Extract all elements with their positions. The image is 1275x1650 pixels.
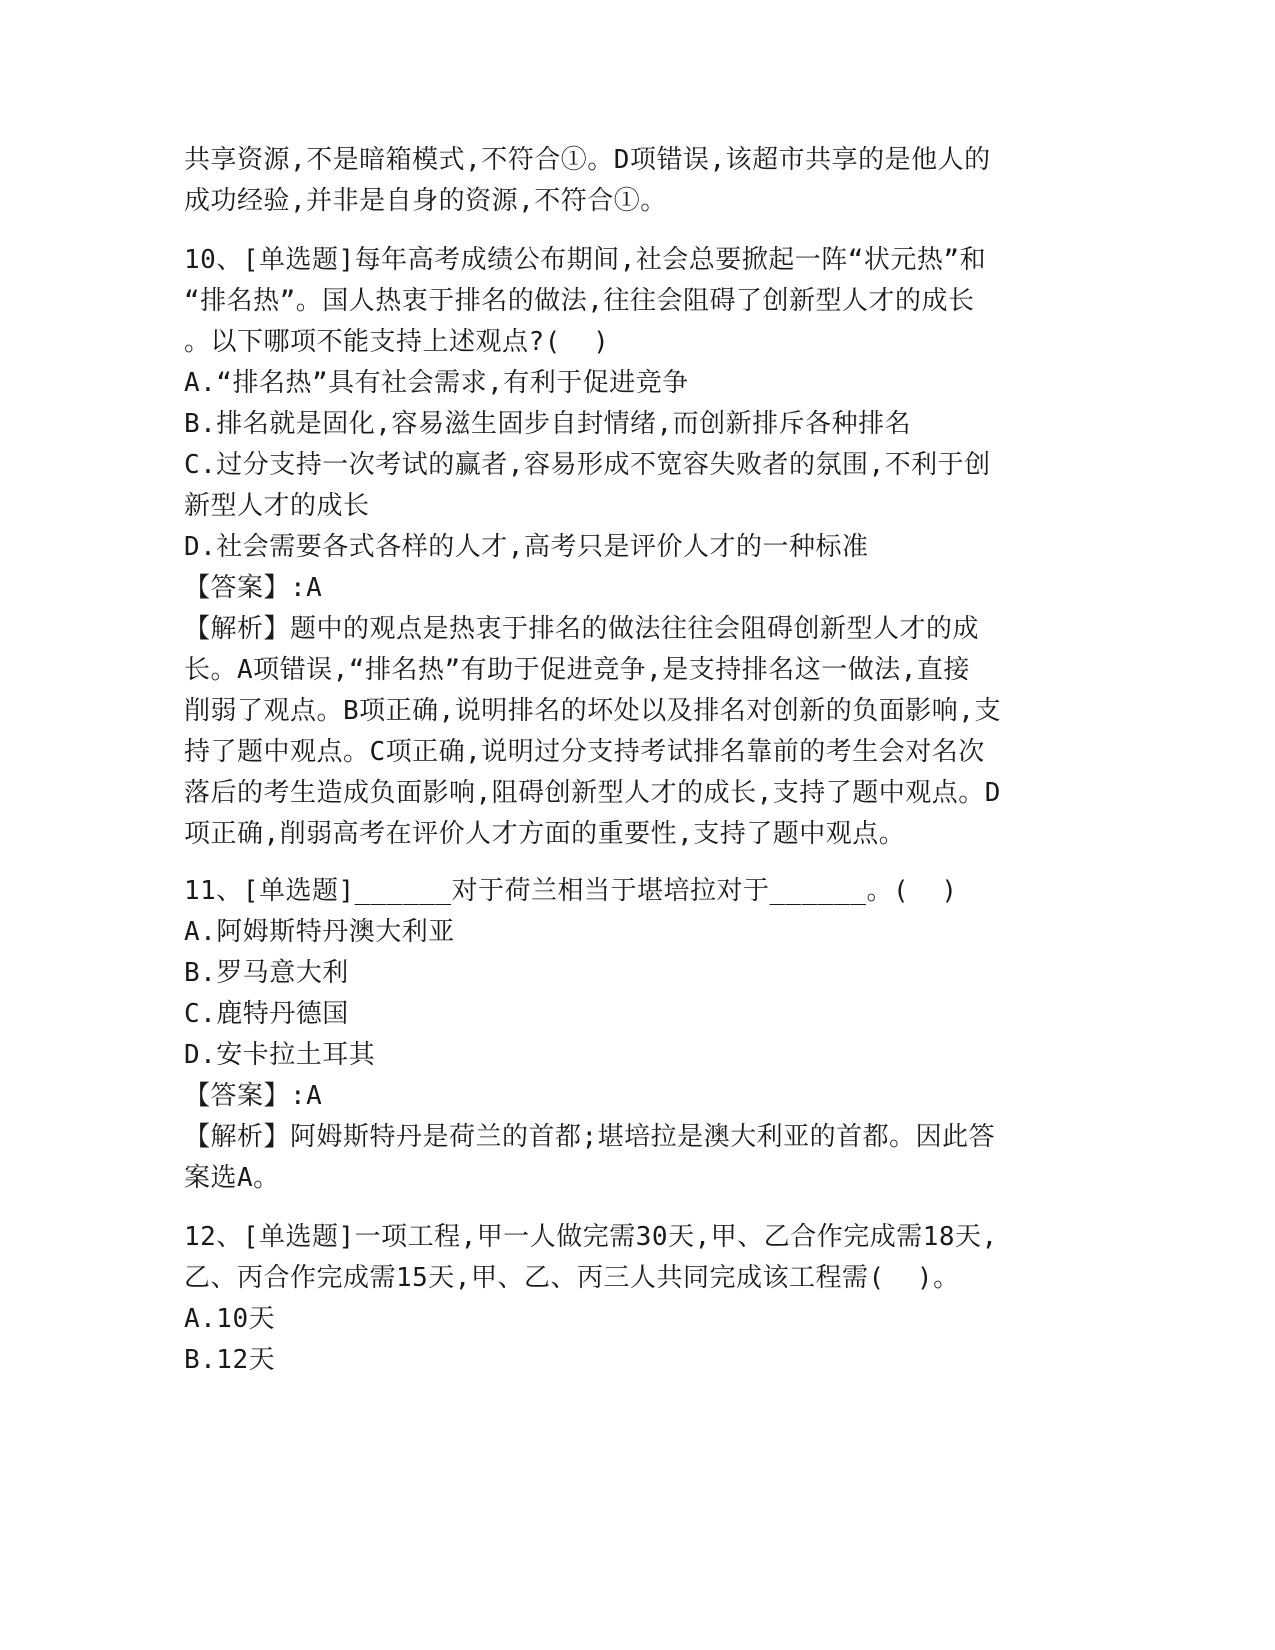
option-b: B.罗马意大利	[184, 958, 349, 988]
option-d: D.社会需要各式各样的人才,高考只是评价人才的一种标准	[184, 532, 869, 562]
option-c-continued: 新型人才的成长	[184, 491, 370, 521]
analysis-line: 削弱了观点。B项正确,说明排名的坏处以及排名对创新的负面影响,支	[184, 696, 1001, 726]
previous-analysis-continuation	[184, 140, 1064, 222]
text-line: 共享资源,不是暗箱模式,不符合①。D项错误,该超市共享的是他人的	[184, 145, 991, 175]
document-page	[184, 140, 1064, 1381]
question-11	[184, 871, 1064, 1199]
analysis-line: 落后的考生造成负面影响,阻碍创新型人才的成长,支持了题中观点。D	[184, 778, 1001, 808]
text-line: 成功经验,并非是自身的资源,不符合①。	[184, 186, 667, 216]
analysis-line: 【解析】题中的观点是热衷于排名的做法往往会阻碍创新型人才的成	[184, 614, 980, 644]
option-c: C.鹿特丹德国	[184, 999, 349, 1029]
question-stem-line: 11、[单选题]______对于荷兰相当于堪培拉对于______。( )	[184, 876, 958, 906]
option-a: A.10天	[184, 1304, 276, 1334]
question-stem-line: 12、[单选题]一项工程,甲一人做完需30天,甲、乙合作完成需18天,	[184, 1222, 998, 1252]
option-b: B.排名就是固化,容易滋生固步自封情绪,而创新排斥各种排名	[184, 409, 912, 439]
question-10	[184, 240, 1064, 855]
option-b: B.12天	[184, 1345, 276, 1375]
option-c: C.过分支持一次考试的赢者,容易形成不宽容失败者的氛围,不利于创	[184, 450, 991, 480]
option-a: A.阿姆斯特丹澳大利亚	[184, 917, 455, 947]
analysis-line: 长。A项错误,“排名热”有助于促进竞争,是支持排名这一做法,直接	[184, 655, 970, 685]
analysis-line: 【解析】阿姆斯特丹是荷兰的首都;堪培拉是澳大利亚的首都。因此答	[184, 1122, 996, 1152]
question-12	[184, 1217, 1064, 1381]
answer-line: 【答案】:A	[184, 1081, 323, 1111]
answer-line: 【答案】:A	[184, 573, 323, 603]
analysis-line: 持了题中观点。C项正确,说明过分支持考试排名靠前的考生会对名次	[184, 737, 985, 767]
analysis-line: 案选A。	[184, 1163, 280, 1193]
question-stem-line: 。以下哪项不能支持上述观点?( )	[184, 327, 610, 357]
analysis-line: 项正确,削弱高考在评价人才方面的重要性,支持了题中观点。	[184, 819, 906, 849]
question-stem-line: 10、[单选题]每年高考成绩公布期间,社会总要掀起一阵“状元热”和	[184, 245, 987, 275]
option-a: A.“排名热”具有社会需求,有利于促进竞争	[184, 368, 689, 398]
question-stem-line: “排名热”。国人热衷于排名的做法,往往会阻碍了创新型人才的成长	[184, 286, 975, 316]
question-stem-line: 乙、丙合作完成需15天,甲、乙、丙三人共同完成该工程需( )。	[184, 1263, 960, 1293]
option-d: D.安卡拉土耳其	[184, 1040, 376, 1070]
